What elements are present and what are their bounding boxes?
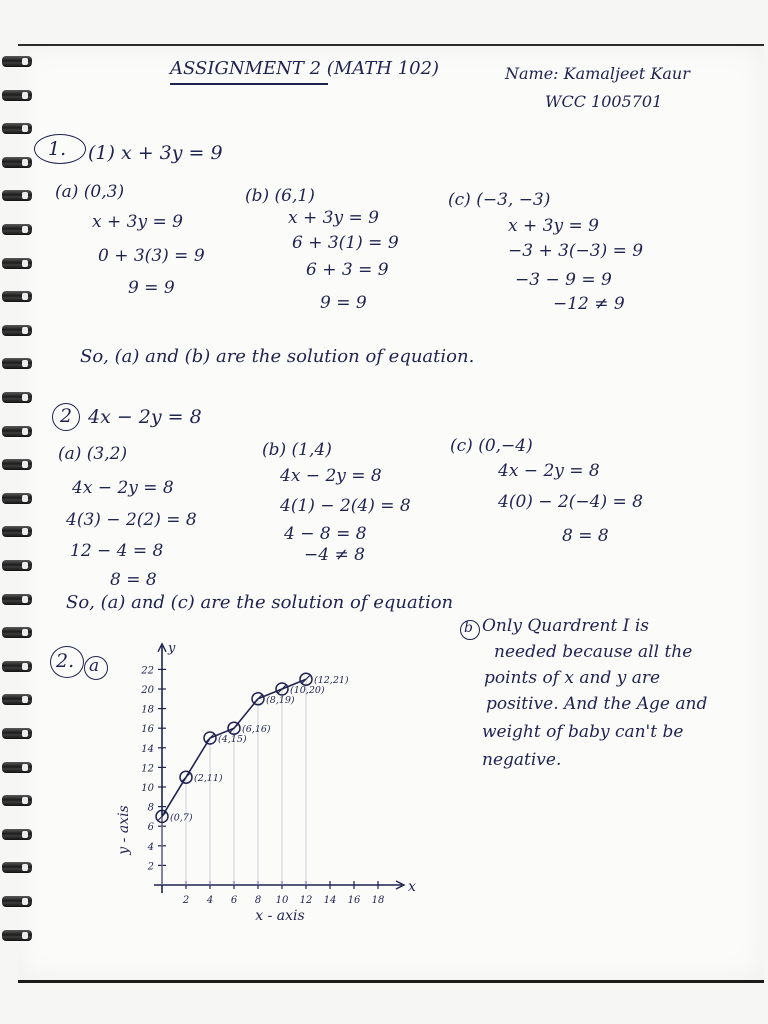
x-tick-label: 14 <box>323 895 337 906</box>
q2-equation: 4x − 2y = 8 <box>88 406 202 428</box>
q2b-line: 4(1) − 2(4) = 8 <box>280 496 411 516</box>
q1-equation: (1) x + 3y = 9 <box>88 142 223 164</box>
q2a-line: 4(3) − 2(2) = 8 <box>66 510 197 530</box>
q2a-label: (a) (3,2) <box>58 444 128 464</box>
q1b-line: 6 + 3(1) = 9 <box>292 233 399 253</box>
y-tick-label: 8 <box>147 802 154 814</box>
q2c-label: (c) (0,−4) <box>450 436 533 456</box>
data-point-label: (4,15) <box>218 734 247 745</box>
q2-number: 2 <box>60 405 73 427</box>
data-point-label: (0,7) <box>170 812 193 824</box>
q1c-line: −3 − 9 = 9 <box>515 270 612 290</box>
q1c-label: (c) (−3, −3) <box>448 190 551 210</box>
spiral-ring <box>0 388 34 408</box>
q2-conclusion: So, (a) and (c) are the solution of equation <box>66 592 454 613</box>
y-tick-label: 18 <box>141 704 154 716</box>
y-tick-label: 6 <box>147 822 154 834</box>
q3b-label: b <box>464 620 473 636</box>
spiral-ring <box>0 422 34 442</box>
spiral-ring <box>0 590 34 610</box>
spiral-ring <box>0 690 34 710</box>
q3a-label: a <box>89 656 100 676</box>
hand-drawn-graph <box>100 630 440 930</box>
q1b-label: (b) (6,1) <box>245 186 315 206</box>
x-axis-title: x - axis <box>255 908 305 924</box>
spiral-ring <box>0 657 34 677</box>
y-tick-label: 10 <box>141 783 154 794</box>
spiral-ring <box>0 186 34 206</box>
x-axis-letter: x <box>408 879 416 895</box>
x-tick-label: 12 <box>299 895 313 906</box>
spiral-ring <box>0 455 34 475</box>
spiral-ring <box>0 321 34 341</box>
spiral-ring <box>0 52 34 72</box>
q1b-line: 6 + 3 = 9 <box>306 260 389 280</box>
answer-line: Only Quardrent I is <box>482 616 650 636</box>
data-point-label: (10,20) <box>290 685 325 696</box>
x-tick-label: 10 <box>275 895 289 906</box>
q1-number: 1. <box>48 138 67 160</box>
answer-line: needed because all the <box>494 642 693 662</box>
q1b-line: 9 = 9 <box>320 293 367 313</box>
answer-line: positive. And the Age and <box>486 694 708 714</box>
answer-line: points of x and y are <box>484 668 661 688</box>
y-tick-label: 22 <box>141 665 154 677</box>
spiral-ring <box>0 153 34 173</box>
q2c-line: 8 = 8 <box>562 526 609 546</box>
q1a-line: 9 = 9 <box>128 278 175 298</box>
spiral-ring <box>0 724 34 744</box>
q1a-label: (a) (0,3) <box>55 182 125 202</box>
q2b-label: (b) (1,4) <box>262 440 332 460</box>
spiral-ring <box>0 354 34 374</box>
student-name: Name: Kamaljeet Kaur <box>505 64 690 83</box>
y-tick-label: 14 <box>141 743 154 755</box>
x-tick-label: 18 <box>371 895 385 906</box>
spiral-ring <box>0 556 34 576</box>
x-tick-label: 6 <box>230 895 238 906</box>
q1c-line: −3 + 3(−3) = 9 <box>508 241 644 261</box>
title-underline <box>170 83 328 85</box>
q1-conclusion: So, (a) and (b) are the solution of equation. <box>80 346 475 367</box>
q1c-line: −12 ≠ 9 <box>553 294 625 314</box>
spiral-ring <box>0 892 34 912</box>
y-tick-label: 4 <box>147 841 154 853</box>
y-tick-label: 2 <box>147 861 154 873</box>
q2b-line: −4 ≠ 8 <box>304 545 365 565</box>
spiral-ring <box>0 758 34 778</box>
q1a-line: 0 + 3(3) = 9 <box>98 246 205 266</box>
assignment-title: ASSIGNMENT 2 (MATH 102) <box>170 58 440 79</box>
q2a-line: 8 = 8 <box>110 570 157 590</box>
q1c-line: x + 3y = 9 <box>508 216 599 236</box>
answer-line: weight of baby can't be <box>482 722 684 742</box>
y-tick-label: 20 <box>141 685 154 696</box>
answer-line: negative. <box>482 750 562 770</box>
spiral-ring <box>0 858 34 878</box>
x-tick-label: 16 <box>347 895 361 906</box>
q3-number: 2. <box>56 650 75 672</box>
q1a-line: x + 3y = 9 <box>92 212 183 232</box>
spiral-ring <box>0 220 34 240</box>
y-axis-title: y - axis <box>116 805 132 855</box>
x-tick-label: 8 <box>254 895 262 906</box>
student-id: WCC 1005701 <box>545 92 663 111</box>
spiral-ring <box>0 489 34 509</box>
data-point-label: (6,16) <box>242 724 271 736</box>
q2b-line: 4x − 2y = 8 <box>280 466 382 486</box>
q2c-line: 4x − 2y = 8 <box>498 461 600 481</box>
q1b-line: x + 3y = 9 <box>288 208 379 228</box>
q2a-line: 12 − 4 = 8 <box>70 541 164 561</box>
spiral-ring <box>0 119 34 139</box>
spiral-ring <box>0 522 34 542</box>
spiral-ring <box>0 287 34 307</box>
x-tick-label: 2 <box>182 895 190 906</box>
data-point-label: (8,19) <box>266 694 295 706</box>
q2b-line: 4 − 8 = 8 <box>284 524 367 544</box>
y-tick-label: 12 <box>141 763 154 775</box>
spiral-binding <box>0 52 40 952</box>
spiral-ring <box>0 86 34 106</box>
y-tick-label: 16 <box>141 724 154 736</box>
data-point-label: (2,11) <box>194 773 223 785</box>
q2c-line: 4(0) − 2(−4) = 8 <box>498 492 643 512</box>
q2a-line: 4x − 2y = 8 <box>72 478 174 498</box>
spiral-ring <box>0 825 34 845</box>
x-tick-label: 4 <box>206 895 214 906</box>
spiral-ring <box>0 926 34 946</box>
y-axis-letter: y <box>168 640 176 656</box>
data-point-label: (12,21) <box>314 675 349 687</box>
spiral-ring <box>0 254 34 274</box>
spiral-ring <box>0 791 34 811</box>
spiral-ring <box>0 623 34 643</box>
